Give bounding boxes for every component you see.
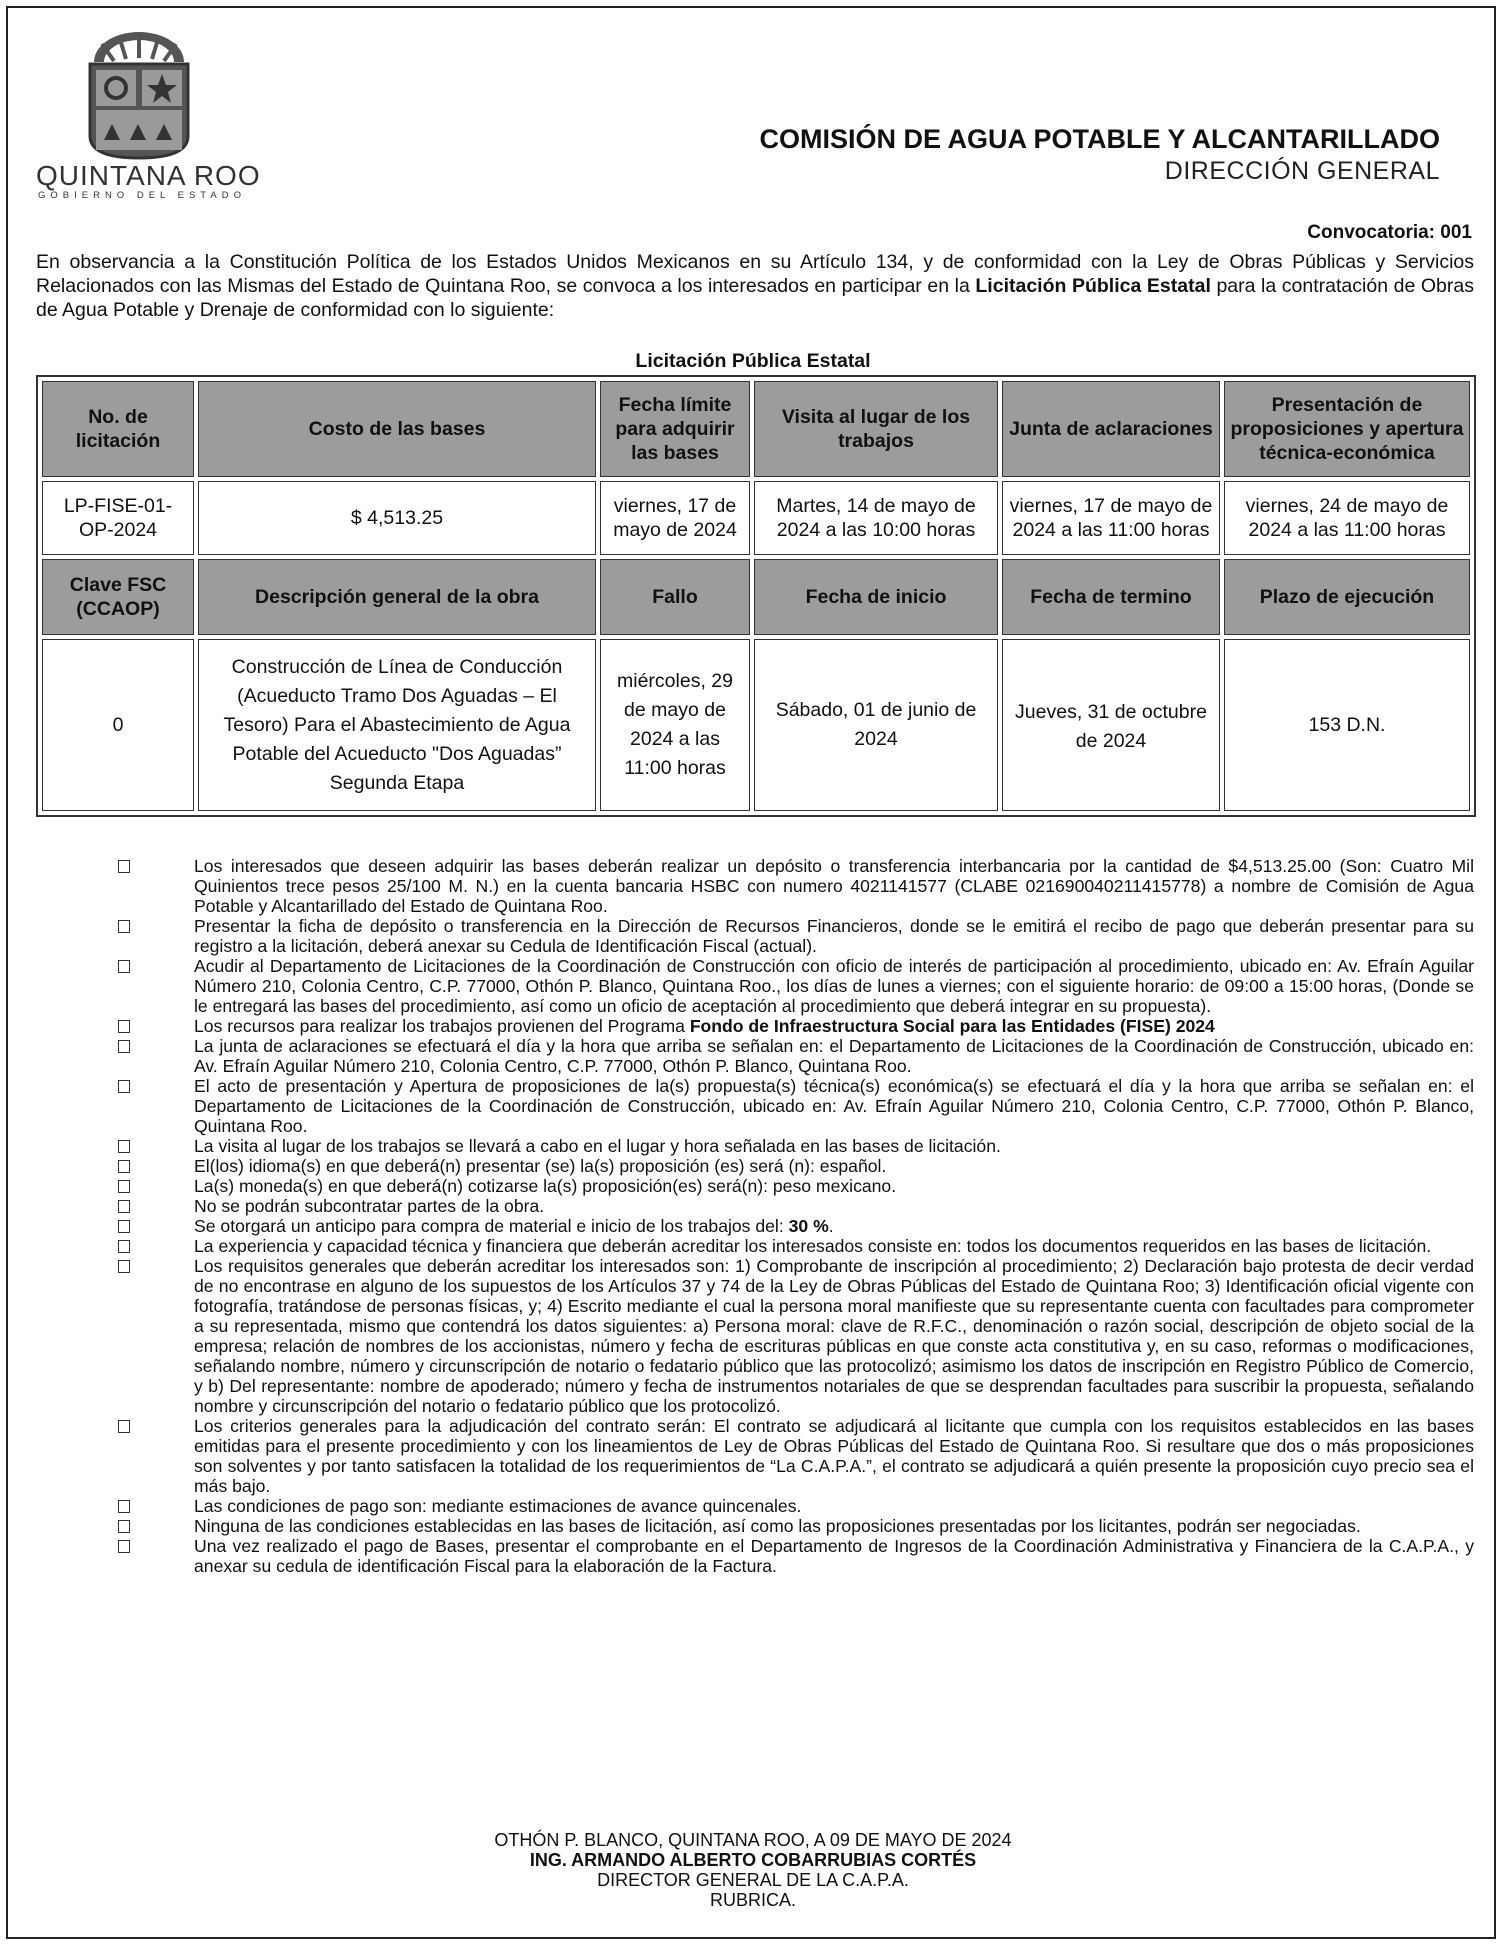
table-cell: viernes, 17 de mayo de 2024 bbox=[600, 481, 750, 555]
table-cell: miércoles, 29 de mayo de 2024 a las 11:00 horas bbox=[600, 639, 750, 811]
list-item: No se podrán subcontratar partes de la obra. bbox=[36, 1196, 1474, 1216]
bullet-box-icon bbox=[118, 920, 130, 933]
header-cell: Fallo bbox=[600, 559, 750, 635]
list-item: El acto de presentación y Apertura de proposiciones de la(s) propuesta(s) técnica(s) económica(s) se efectuará el día y la hora que arriba se señalan en: el Departamento de Licitaciones de la Coordinación de Construcción, ubicado en: Av. Efraín Aguilar Número 210, Colonia Centro, C.P. 77000, Othón P. Blanco, Quintana Roo. bbox=[36, 1076, 1474, 1136]
table-header-row-1 bbox=[42, 381, 1470, 477]
header-cell: Plazo de ejecución bbox=[1224, 559, 1470, 635]
header-cell: Visita al lugar de los trabajos bbox=[754, 381, 998, 477]
list-item: Se otorgará un anticipo para compra de material e inicio de los trabajos del: 30 %. bbox=[36, 1216, 1474, 1236]
convocatoria-number: Convocatoria: 001 bbox=[1307, 222, 1472, 243]
list-item: Las condiciones de pago son: mediante estimaciones de avance quincenales. bbox=[36, 1496, 1474, 1516]
header-cell: Fecha de termino bbox=[1002, 559, 1220, 635]
list-item: La junta de aclaraciones se efectuará el día y la hora que arriba se señalan en: el Departamento de Licitaciones de la Coordinación de Construcción, ubicado en: Av. Efraín Aguilar Número 210, Colonia Centro, C.P. 77000, Othón P. Blanco, Quintana Roo. bbox=[36, 1036, 1474, 1076]
header-cell: Fecha límite para adquirir las bases bbox=[600, 381, 750, 477]
table-cell: 0 bbox=[42, 639, 194, 811]
organization-subtitle: DIRECCIÓN GENERAL bbox=[1164, 157, 1440, 185]
list-item: Acudir al Departamento de Licitaciones de la Coordinación de Construcción con oficio de interés de participación al procedimiento, ubicado en: Av. Efraín Aguilar Número 210, Colonia Centro, C.P. 77000, Othón P. Blanco, Quintana Roo., los días de lunes a viernes; con el siguiente horario: de 09:00 a 15:00 horas, (Donde se le entregará las bases del procedimiento, así como un oficio de aceptación al procedimiento que deberá integrar en su propuesta). bbox=[36, 956, 1474, 1016]
intro-paragraph bbox=[36, 250, 1474, 322]
list-item: La(s) moneda(s) en que deberá(n) cotizarse la(s) proposición(es) será(n): peso mexicano. bbox=[36, 1176, 1474, 1196]
signer-role: DIRECTOR GENERAL DE LA C.A.P.A. bbox=[597, 1870, 909, 1890]
list-item: Los interesados que deseen adquirir las bases deberán realizar un depósito o transferencia interbancaria por la cantidad de $4,513.25.00 (Son: Cuatro Mil Quinientos trece pesos 25/100 M. N.) en la cuenta bancaria HSBC con numero 4021141577 (CLABE 021690040211415778) a nombre de Comisión de Agua Potable y Alcantarillado del Estado de Quintana Roo. bbox=[36, 856, 1474, 916]
intro-text-2: para la contratación de Obras de Agua Potable y Drenaje de conformidad con lo siguiente: bbox=[36, 275, 1474, 321]
bullet-box-icon bbox=[118, 1500, 130, 1513]
bullet-box-icon bbox=[118, 1260, 130, 1273]
table-cell: Jueves, 31 de octubre de 2024 bbox=[1002, 639, 1220, 811]
header-cell: Junta de aclaraciones bbox=[1002, 381, 1220, 477]
conditions-list bbox=[36, 856, 1474, 1576]
bullet-box-icon bbox=[118, 1540, 130, 1553]
list-item: Ninguna de las condiciones establecidas en las bases de licitación, así como las proposiciones presentadas por los licitantes, podrán ser negociadas. bbox=[36, 1516, 1474, 1536]
list-item: Los requisitos generales que deberán acreditar los interesados son: 1) Comprobante de inscripción al procedimiento; 2) Declaración bajo protesta de decir verdad de no encontrase en alguno de los supuestos de los Artículos 37 y 74 de la Ley de Obras Públicas del Estado de Quintana Roo; 3) Identificación oficial vigente con fotografía, tratándose de personas físicas, y; 4) Escrito mediante el cual la persona moral manifieste que su representante cuenta con facultades para comprometer a su representada, mismo que contendrá los datos siguientes: a) Persona moral: clave de R.F.C., denominación o razón social, descripción de objeto social de la empresa; relación de nombres de los accionistas, número y fecha de escrituras públicas en que conste acta constitutiva y, en su caso, reformas o modificaciones, señalando nombre, número y circunscripción de notario o fedatario público que las protocolizó; asimismo los datos de inscripción en Registro Público de Comercio, y b) Del representante: nombre de apoderado; número y fecha de instrumentos notariales de que se desprendan facultades para suscribir la propuesta, señalando nombre y circunscripción del notario o fedatario público que los protocolizó. bbox=[36, 1256, 1474, 1416]
intro-bold: Licitación Pública Estatal bbox=[975, 275, 1211, 297]
table-cell: Martes, 14 de mayo de 2024 a las 10:00 horas bbox=[754, 481, 998, 555]
table-row bbox=[42, 481, 1470, 555]
list-item: La experiencia y capacidad técnica y financiera que deberán acreditar los interesados consiste en: todos los documentos requeridos en las bases de licitación. bbox=[36, 1236, 1474, 1256]
header-cell: Clave FSC (CCAOP) bbox=[42, 559, 194, 635]
list-item: Presentar la ficha de depósito o transferencia en la Dirección de Recursos Financieros, donde se le emitirá el recibo de pago que deberán presentar para su registro a la licitación, deberá anexar su Cedula de Identificación Fiscal (actual). bbox=[36, 916, 1474, 956]
organization-header bbox=[760, 124, 1441, 186]
bullet-box-icon bbox=[118, 1080, 130, 1093]
bullet-box-icon bbox=[118, 960, 130, 973]
table-cell: Construcción de Línea de Conducción (Acueducto Tramo Dos Aguadas – El Tesoro) Para el Abastecimiento de Agua Potable del Acueducto "Dos Aguadas” Segunda Etapa bbox=[198, 639, 596, 811]
bullet-box-icon bbox=[118, 1140, 130, 1153]
table-title: Licitación Pública Estatal bbox=[635, 350, 871, 372]
table-cell: viernes, 24 de mayo de 2024 a las 11:00 horas bbox=[1224, 481, 1470, 555]
header-cell: No. de licitación bbox=[42, 381, 194, 477]
organization-title: COMISIÓN DE AGUA POTABLE Y ALCANTARILLADO bbox=[759, 124, 1440, 154]
list-item: Los recursos para realizar los trabajos provienen del Programa Fondo de Infraestructura Social para las Entidades (FISE) 2024 bbox=[36, 1016, 1474, 1036]
table-row bbox=[42, 639, 1470, 811]
table-cell: $ 4,513.25 bbox=[198, 481, 596, 555]
logo-subtitle: GOBIERNO DEL ESTADO bbox=[38, 190, 246, 201]
table-cell: LP-FISE-01-OP-2024 bbox=[42, 481, 194, 555]
table-header-row-2 bbox=[42, 559, 1470, 635]
bullet-box-icon bbox=[118, 1520, 130, 1533]
bullet-box-icon bbox=[118, 1200, 130, 1213]
bullet-box-icon bbox=[118, 1180, 130, 1193]
list-item: Una vez realizado el pago de Bases, presentar el comprobante en el Departamento de Ingresos de la Coordinación Administrativa y Financiera de la C.A.P.A., y anexar su cedula de identificación Fiscal para la elaboración de la Factura. bbox=[36, 1536, 1474, 1576]
bullet-box-icon bbox=[118, 1160, 130, 1173]
header-cell: Costo de las bases bbox=[198, 381, 596, 477]
bullet-box-icon bbox=[118, 1240, 130, 1253]
place-date: OTHÓN P. BLANCO, QUINTANA ROO, A 09 DE MAYO DE 2024 bbox=[494, 1830, 1012, 1850]
signer-name: ING. ARMANDO ALBERTO COBARRUBIAS CORTÉS bbox=[529, 1850, 977, 1870]
table-cell: Sábado, 01 de junio de 2024 bbox=[754, 639, 998, 811]
tender-table bbox=[36, 375, 1476, 817]
table-cell: viernes, 17 de mayo de 2024 a las 11:00 horas bbox=[1002, 481, 1220, 555]
table-cell: 153 D.N. bbox=[1224, 639, 1470, 811]
logo-wordmark: QUINTANA ROO bbox=[36, 160, 261, 191]
bullet-box-icon bbox=[118, 1420, 130, 1433]
header-cell: Descripción general de la obra bbox=[198, 559, 596, 635]
rubrica: RUBRICA. bbox=[709, 1890, 796, 1910]
signature-block bbox=[0, 1830, 1506, 1910]
intro-text-1: En observancia a la Constitución Política de los Estados Unidos Mexicanos en su Artículo 134, y de conformidad con la Ley de Obras Públicas y Servicios Relacionados con las Mismas del Estado de Quintana Roo, se convoca a los interesados en participar en la bbox=[36, 251, 1474, 297]
list-item: Los criterios generales para la adjudicación del contrato serán: El contrato se adjudicará al licitante que cumpla con los requisitos establecidos en las bases emitidas para el presente procedimiento y con los lineamientos de Ley de Obras Públicas del Estado de Quintana Roo. Si resultare que dos o más proposiciones son solventes y por tanto satisfacen la totalidad de los requerimientos de “La C.A.P.A.”, el contrato se adjudicará a quién presente la proposición cuyo precio sea el más bajo. bbox=[36, 1416, 1474, 1496]
header-cell: Fecha de inicio bbox=[754, 559, 998, 635]
header-cell: Presentación de proposiciones y apertura técnica-económica bbox=[1224, 381, 1470, 477]
bullet-box-icon bbox=[118, 1220, 130, 1233]
list-item: El(los) idioma(s) en que deberá(n) presentar (se) la(s) proposición (es) será (n): español. bbox=[36, 1156, 1474, 1176]
bullet-box-icon bbox=[118, 1020, 130, 1033]
list-item: La visita al lugar de los trabajos se llevará a cabo en el lugar y hora señalada en las bases de licitación. bbox=[36, 1136, 1474, 1156]
bullet-box-icon bbox=[118, 1040, 130, 1053]
bullet-box-icon bbox=[118, 860, 130, 873]
